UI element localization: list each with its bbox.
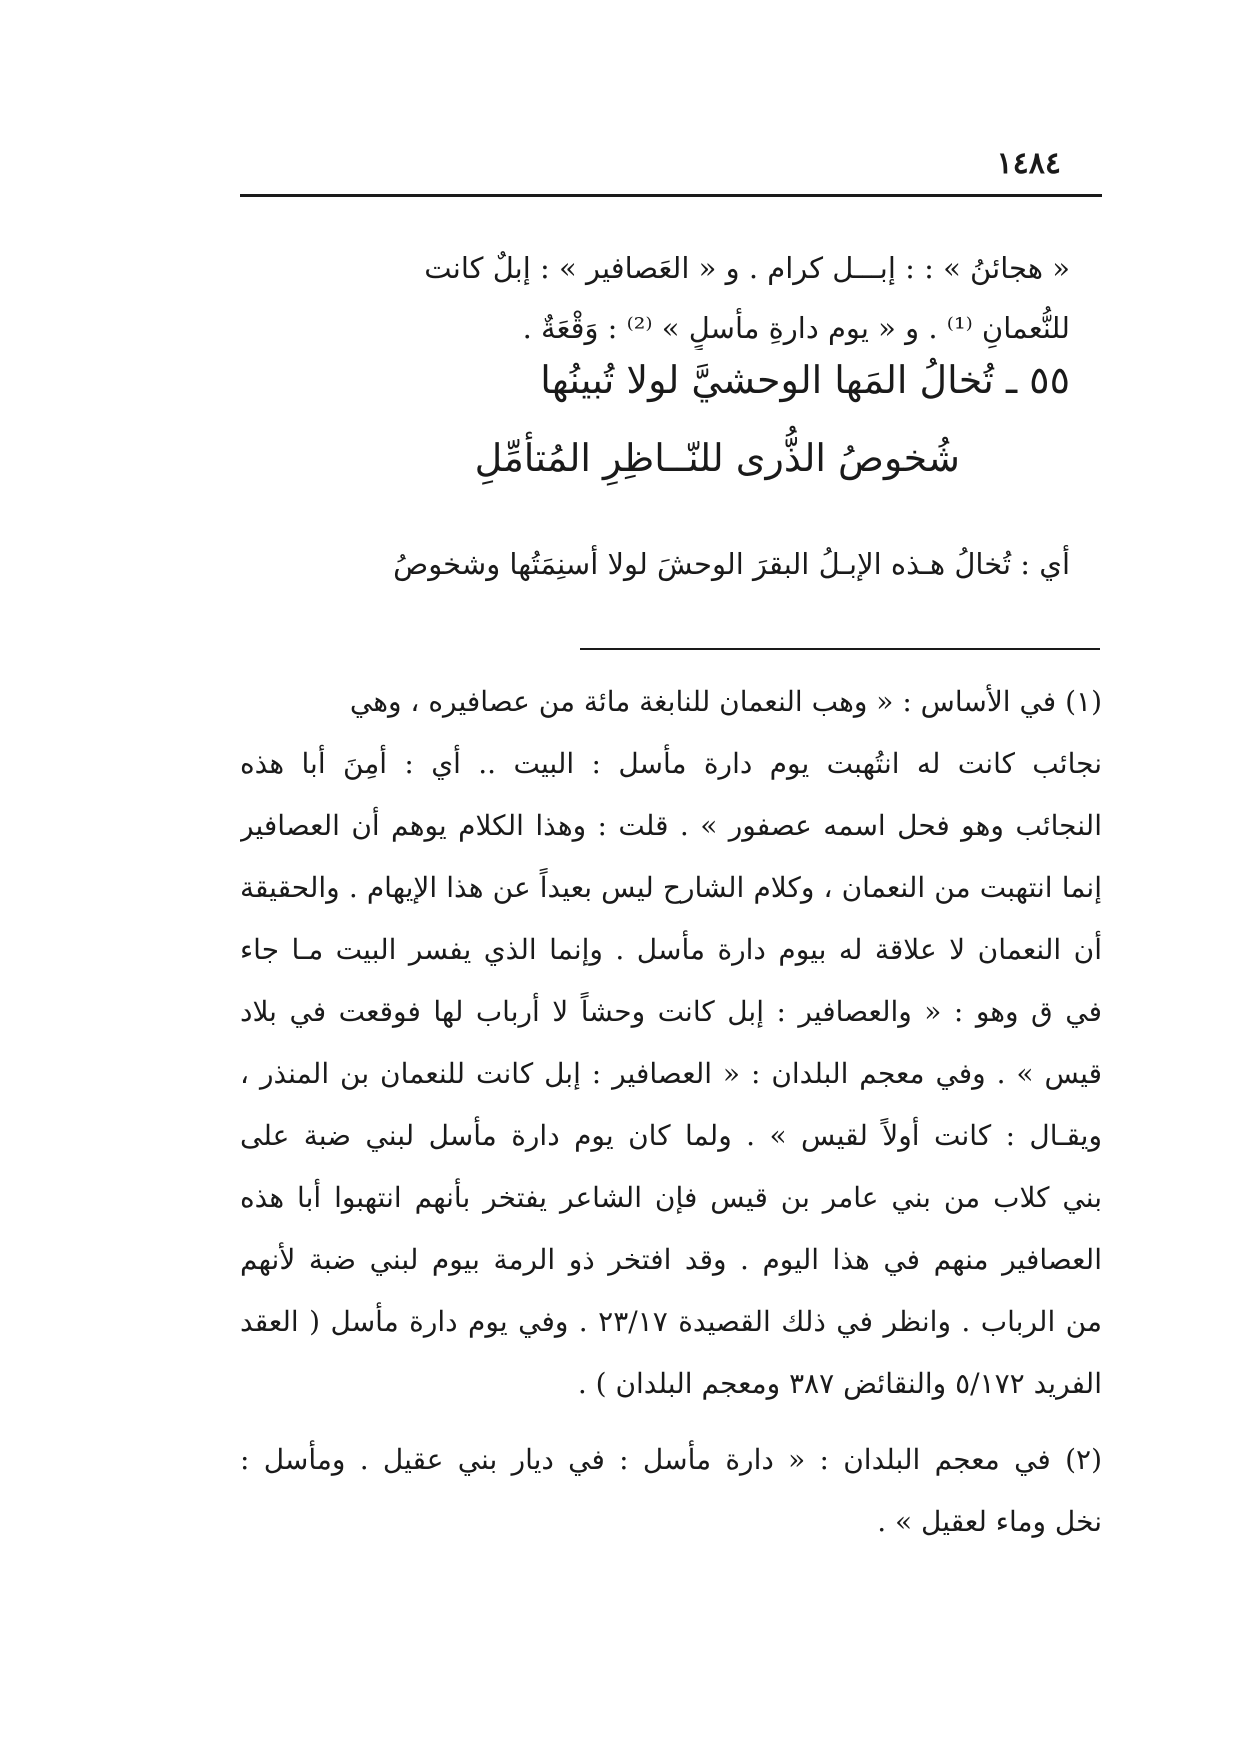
footnote-line: (٢) في معجم البلدان : « دارة مأسل : في ديار بني عقيل . ومأسل : <box>240 1443 1102 1476</box>
verse-text: تُخالُ المَها الوحشيَّ لولا تُبينُها <box>540 358 994 402</box>
verse-first-hemistich <box>540 350 1070 410</box>
main-text <box>240 240 1070 620</box>
verse-second-hemistich: شُخوصُ الذُّرى للنّــاظِرِ المُتأمِّلِ <box>474 436 960 480</box>
prose-line: « هجائنُ » : : إبـــل كرام . و « العَصافير » : إبلٌ كانت <box>424 251 1070 285</box>
footnote-line: الفريد ٥/١٧٢ والنقائض ٣٨٧ ومعجم البلدان ) . <box>577 1367 1102 1400</box>
footnote-line: (١) في الأساس : « وهب النعمان للنابغة مائة من عصافيره ، وهي <box>349 685 1102 718</box>
header-rule <box>240 194 1102 197</box>
explanation-line: أي : تُخالُ هـذه الإبـلُ البقرَ الوحشَ لولا أسنِمَتُها وشخوصُ <box>393 547 1070 581</box>
footnote-line: نخل وماء لعقيل » . <box>877 1505 1102 1538</box>
footnote-line: بني كلاب من بني عامر بن قيس فإن الشاعر يفتخر بأنهم انتهبوا أبا هذه <box>240 1181 1102 1214</box>
verse-number: ٥٥ ـ <box>1005 358 1070 402</box>
footnote-line: إنما انتهبت من النعمان ، وكلام الشارح ليس بعيداً عن هذا الإيهام . والحقيقة <box>240 871 1102 904</box>
footnote-line: قيس » . وفي معجم البلدان : « العصافير : إبل كانت للنعمان بن المنذر ، <box>240 1057 1102 1090</box>
footnote-line: ويقـال : كانت أولاً لقيس » . ولما كان يوم دارة مأسل لبني ضبة على <box>240 1119 1102 1152</box>
footnote-line: نجائب كانت له انتُهبت يوم دارة مأسل : البيت .. أي : أمِنَ أبا هذه <box>240 747 1102 780</box>
page-number: ١٤٨٤ <box>996 146 1061 181</box>
footnote-line: العصافير منهم في هذا اليوم . وقد افتخر ذو الرمة بيوم لبني ضبة لأنهم <box>240 1243 1102 1276</box>
footnote-line: النجائب وهو فحل اسمه عصفور » . قلت : وهذا الكلام يوهم أن العصافير <box>240 809 1102 842</box>
prose-line: للنُّعمانِ ⁽¹⁾ . و « يوم دارةِ مأسلٍ » ⁽²⁾ : وَقْعَةٌ . <box>522 311 1070 345</box>
footnote-line: في ق وهو : « والعصافير : إبل كانت وحشاً لا أرباب لها فوقعت في بلاد <box>240 995 1102 1028</box>
footnote-line: من الرباب . وانظر في ذلك القصيدة ٢٣/١٧ . وفي يوم دارة مأسل ( العقد <box>240 1305 1102 1338</box>
footnote-line: أن النعمان لا علاقة له بيوم دارة مأسل . وإنما الذي يفسر البيت مـا جاء <box>240 933 1102 966</box>
footnote-rule <box>580 648 1100 650</box>
